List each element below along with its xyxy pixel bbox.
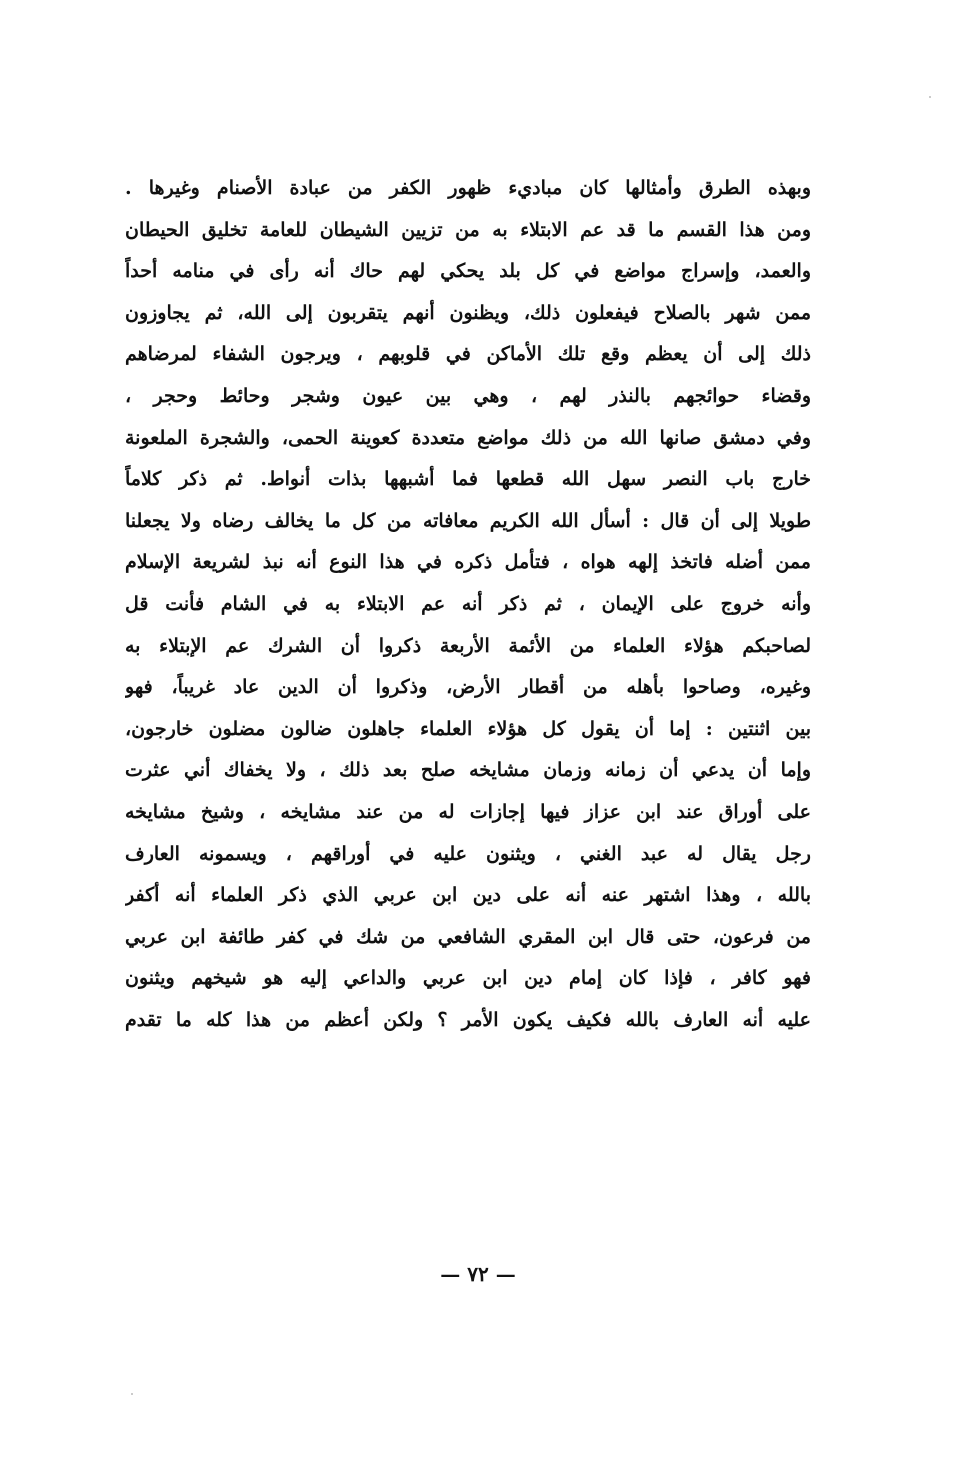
text-line: عليه أنه العارف بالله فكيف يكون الأمر ؟ ولكن أعظم من هذا كله ما تقدم bbox=[125, 1008, 811, 1031]
text-line: من فرعون، حتى قال ابن المقري الشافعي من شك في كفر طائفة ابن عربي bbox=[125, 925, 811, 948]
scan-speck bbox=[929, 96, 931, 98]
text-line: وقضاء حوائجهم بالنذر لهم ، وهي بين عيون وشجر وحائط وحجر ، bbox=[125, 384, 811, 407]
text-line: ممن أضله فاتخذ إلهه هواه ، فتأمل ذكره في هذا النوع أنه نبذ لشريعة الإسلام bbox=[125, 551, 811, 574]
scan-speck bbox=[131, 1393, 133, 1395]
text-line: بين اثنتين : إما أن يقول كل هؤلاء العلماء جاهلون ضالون مضلون خارجون، bbox=[125, 717, 811, 740]
text-line: بالله ، وهذا اشتهر عنه أنه على دين ابن عربي الذي ذكر العلماء أنه أكفر bbox=[125, 884, 811, 907]
text-line: رجل يقال له عبد الغني ، ويثنون عليه في أوراقهم ، ويسمونه العارف bbox=[125, 842, 811, 865]
text-line: ممن شهر بالصلاح فيفعلون ذلك، ويظنون أنهم يتقربون إلى الله، ثم يجاوزون bbox=[125, 301, 811, 324]
text-line: على أوراق عند ابن عزاز فيها إجازات له من عند مشايخه ، وشيخ مشايخه bbox=[125, 800, 811, 823]
text-line: وأنه خروج على الإيمان ، ثم ذكر أنه عم الابتلاء به في الشام فأنت قل bbox=[125, 592, 811, 615]
text-line: لصاحبكم هؤلاء العلماء من الأئمة الأربعة ذكروا أن الشرك عم الإبتلاء به bbox=[125, 634, 811, 657]
text-line: ذلك إلى أن يعظم وقع تلك الأماكن في قلوبهم ، ويرجون الشفاء لمرضاهم bbox=[125, 343, 811, 366]
text-line: وبهذه الطرق وأمثالها كان مباديء ظهور الكفر من عبادة الأصنام وغيرها . bbox=[125, 177, 811, 199]
text-line: وإما أن يدعي أن زمانه وزمان مشايخه صلح بعد ذلك ، ولا يخفاك أني عثرت bbox=[125, 759, 811, 782]
text-line: والعمد، وإسراج مواضع في كل بلد يحكي لهم حاك أنه رأى في منامه أحداً bbox=[125, 260, 811, 283]
text-line: ومن هذا القسم ما قد عم الابتلاء به من تزيين الشيطان للعامة تخليق الحيطان bbox=[125, 218, 811, 241]
text-line: طويلا إلى أن قال : أسأل الله الكريم معافاته من كل ما يخالف رضاه ولا يجعلنا bbox=[125, 509, 811, 532]
text-line: خارج باب النصر سهل الله قطعها فما أشبهها بذات أنواط. ثم ذكر كلاماً bbox=[125, 468, 811, 491]
page-number: — ٧٢ — bbox=[440, 1262, 516, 1286]
body-text bbox=[125, 168, 811, 1041]
text-line: فهو كافر ، فإذا كان إمام دين ابن عربي والداعي إليه هو شيخهم ويثنون bbox=[125, 967, 811, 990]
text-line: وفي دمشق صانها الله من ذلك مواضع متعددة كعوينة الحمى، والشجرة الملعونة bbox=[125, 426, 811, 449]
text-line: وغيره، وصاحوا بأهله من أقطار الأرض، وذكروا أن الدين عاد غريباً، فهو bbox=[125, 676, 811, 699]
